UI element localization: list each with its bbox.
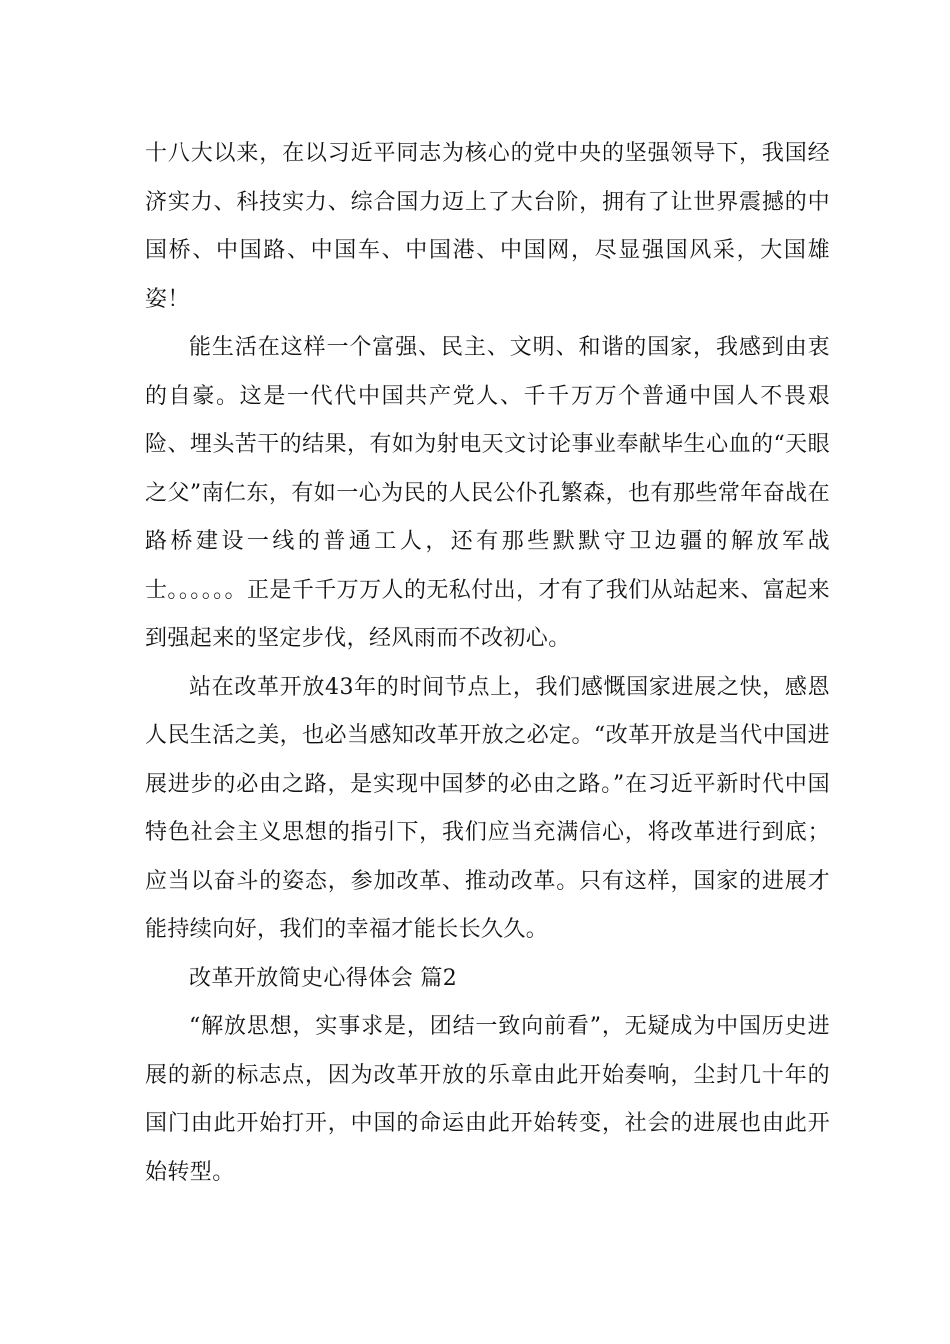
section-heading: 改革开放简史心得体会 篇2 (189, 965, 458, 991)
paragraph-2: 能生活在这样一个富强、民主、文明、和谐的国家，我感到由衷的自豪。这是一代代中国共产党人、千千万万个普通中国人不畏艰险、埋头苦干的结果，有如为射电天文讨论事业奉献毕生心血的“天眼之父”南仁东，有如一心为民的人民公仆孔繁森，也有那些常年奋战在路桥建设一线的普通工人，还有那些默默守卫边疆的解放军战士。。。。。。正是千千万万人的无私付出，才有了我们从站起来、富起来到强起来的坚定步伐，经风雨而不改初心。 (145, 335, 830, 651)
paragraph-3: 站在改革开放43年的时间节点上，我们感慨国家进展之快，感恩人民生活之美，也必当感知改革开放之必定。“改革开放是当代中国进展进步的必由之路，是实现中国梦的必由之路。”在习近平新时代中国特色社会主义思想的指引下，我们应当充满信心，将改革进行到底；应当以奋斗的姿态，参加改革、推动改革。只有这样，国家的进展才能持续向好，我们的幸福才能长长久久。 (145, 674, 830, 942)
document-body (145, 130, 830, 1197)
paragraph-1: 十八大以来，在以习近平同志为核心的党中央的坚强领导下，我国经济实力、科技实力、综合国力迈上了大台阶，拥有了让世界震撼的中国桥、中国路、中国车、中国港、中国网，尽显强国风采，大国雄姿！ (145, 141, 830, 312)
paragraph-4: “解放思想，实事求是，团结一致向前看”，无疑成为中国历史进展的新的标志点，因为改革开放的乐章由此开始奏响，尘封几十年的国门由此开始打开，中国的命运由此开始转变，社会的进展也由此开始转型。 (145, 1014, 830, 1185)
